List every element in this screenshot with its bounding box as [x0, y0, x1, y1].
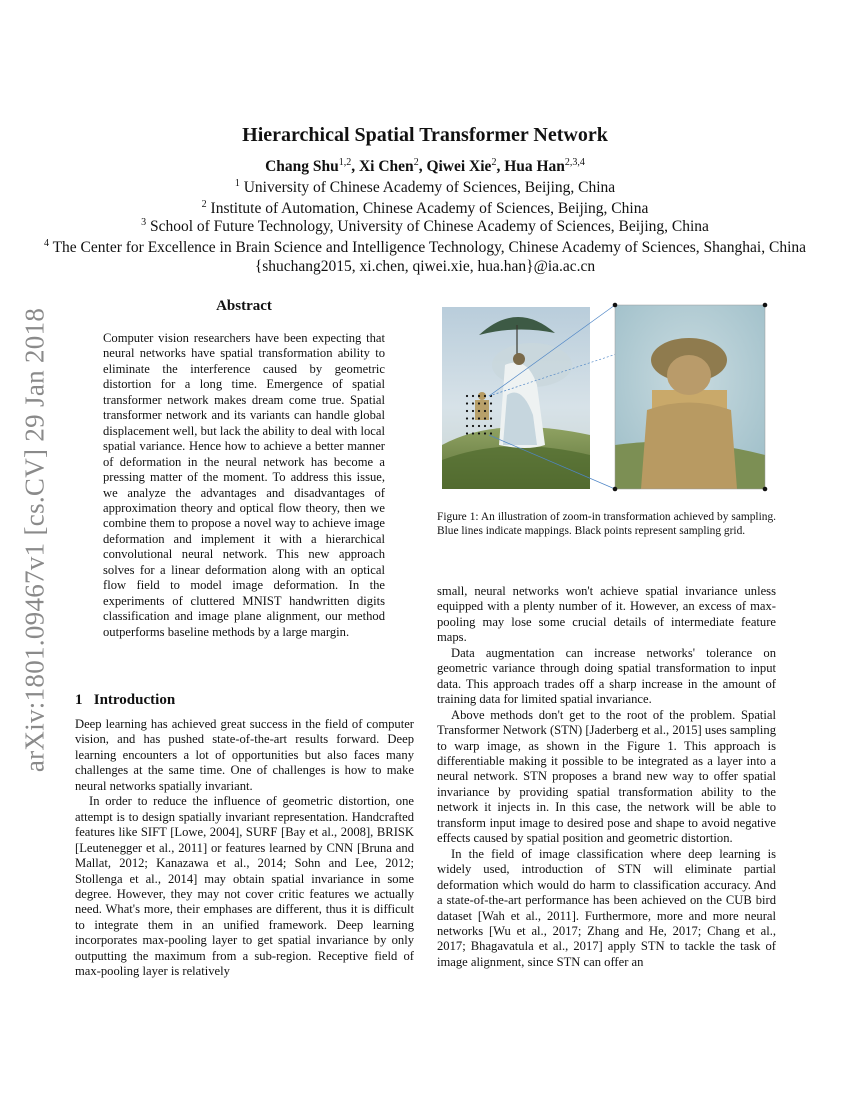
- grid-point: [490, 402, 492, 404]
- grid-point: [490, 425, 492, 427]
- author-affil-marker: 2: [413, 157, 419, 168]
- email-line: {shuchang2015, xi.chen, qiwei.xie, hua.han}@ia.ac.cn: [254, 258, 596, 275]
- paragraph: Above methods don't get to the root of the problem. Spatial Transformer Network (STN) [Jaderberg et al., 2015] uses sampling to warp image, as shown in the Figure 1. This approach is differentiable making it possible to be integrated as a layer into a neural network. STN proposes a brand new way to offer spatial invariance by providing spatial transformation ability to the network it injects in. In this case, the network will be able to transform input image to desired pose and shape to avoid negative effects caused by spatial position and geometric distortion.: [437, 707, 776, 846]
- grid-point: [484, 432, 486, 434]
- painting-image: [442, 307, 590, 489]
- author-name: Qiwei Xie: [426, 158, 492, 176]
- abstract-text: Computer vision researchers have been expecting that neural networks have spatial transformation ability to eliminate the interference caused by geometric distortion for a long time. Emergence of spatial transformer network makes dream come true. Spatial transformer network and its variants can handle global displacement well, but lack the ability to deal with local spatial variance. Hence how to achieve a better manner of deformation in the neural network has become a pressing matter of the moment. To address this issue, we analyze the advantages and disadvantages of approximation theory and optical flow theory, then we combine them to propose a novel way to achieve image deformation and implement it with a hierarchical convolutional neural network. This new approach solves for a linear deformation along with an optical flow field to model image deformation. In the experiments of cluttered MNIST handwritten digits classification and image plane alignment, our method outperforms baseline methods by a large margin.: [103, 331, 385, 639]
- grid-point: [484, 410, 486, 412]
- grid-point: [484, 395, 486, 397]
- section-heading: 1 Introduction: [75, 692, 176, 708]
- grid-point: [478, 402, 480, 404]
- grid-point: [472, 432, 474, 434]
- affiliation-text: Institute of Automation, Chinese Academy of Sciences, Beijing, China: [210, 200, 649, 218]
- grid-point: [466, 395, 468, 397]
- grid-point: [478, 417, 480, 419]
- grid-point: [484, 402, 486, 404]
- arxiv-id: arXiv:1801.09467v1 [cs.CV] 29 Jan 2018: [19, 307, 50, 773]
- grid-point: [466, 432, 468, 434]
- zoomed-image: [615, 305, 765, 489]
- author-name: Hua Han: [504, 158, 565, 176]
- grid-point: [478, 425, 480, 427]
- left-column-body: [75, 717, 414, 980]
- affiliation-text: University of Chinese Academy of Sciences, Beijing, China: [243, 179, 616, 197]
- grid-point: [484, 417, 486, 419]
- affiliation-text: School of Future Technology, University of Chinese Academy of Sciences, Beijing, China: [149, 218, 709, 236]
- grid-point: [490, 417, 492, 419]
- affiliation-line: [0, 238, 850, 257]
- grid-point: [472, 402, 474, 404]
- paragraph: Data augmentation can increase networks' tolerance on geometric variance through doing spatial transformation to input data. This approach trades off a sharp increase in the amount of training data for limited spatial invariance.: [437, 645, 776, 707]
- affiliation-line: [0, 217, 850, 236]
- grid-point: [478, 395, 480, 397]
- grid-point: [466, 417, 468, 419]
- grid-point: [472, 410, 474, 412]
- affil-marker: 2: [201, 199, 207, 210]
- affil-marker: 4: [43, 238, 49, 249]
- author-name: Chang Shu: [265, 158, 339, 176]
- abstract-body: [103, 331, 385, 640]
- right-column-body: [437, 584, 776, 970]
- author-affil-marker: 2,3,4: [564, 157, 585, 168]
- paper-title: Hierarchical Spatial Transformer Network: [242, 124, 608, 146]
- author-affil-marker: 2: [491, 157, 497, 168]
- affil-marker: 1: [234, 178, 240, 189]
- grid-point: [466, 410, 468, 412]
- grid-point: [490, 410, 492, 412]
- affiliation-line: [0, 199, 850, 218]
- figure-caption: Figure 1: An illustration of zoom-in transformation achieved by sampling. Blue lines indicate mappings. Black points represent sampling grid.: [437, 511, 776, 537]
- author-name: Xi Chen: [358, 158, 414, 176]
- grid-point: [466, 425, 468, 427]
- grid-point: [478, 410, 480, 412]
- grid-point: [490, 432, 492, 434]
- affiliation-line: [0, 178, 850, 197]
- abstract-heading: Abstract: [216, 298, 272, 314]
- affil-marker: 3: [141, 217, 147, 228]
- paragraph: In order to reduce the influence of geometric distortion, one attempt is to design spatially invariant representation. Handcrafted features like SIFT [Lowe, 2004], SURF [Bay et al., 2008], BRISK [Leutenegger et al., 2011] or features learned by CNN [Bruna and Mallat, 2012; Kanazawa et al., 2014; Sohn and Lee, 2012; Stollenga et al., 2014] may obtain spatial invariance in some degree. However, they may not cover critic features we actually need. What's more, their emphases are different, thus it is difficult to integrate them in an unified framework. Deep learning incorporates max-pooling layer to get spatial invariance by only outputting the maximum from a sub-region. Receptive field of max-pooling layer is relatively: [75, 794, 414, 979]
- figure-1-illustration: [437, 295, 777, 495]
- paragraph: small, neural networks won't achieve spatial invariance unless equipped with a plenty number of it. However, an excess of max-pooling may lose some crucial details of intermediate feature maps.: [437, 584, 776, 645]
- grid-point: [484, 425, 486, 427]
- author-list: Chang Shu$^{1,2}$, Xi Chen$^2$, Qiwei Xie$^2$, Hua Han$^{2,3,4}$: [265, 157, 585, 176]
- grid-point: [472, 425, 474, 427]
- author-affil-marker: 1,2: [338, 157, 352, 168]
- affiliation-text: The Center for Excellence in Brain Science and Intelligence Technology, Chinese Academy of Sciences, Shanghai, China: [52, 239, 807, 257]
- grid-point: [466, 402, 468, 404]
- grid-point: [472, 417, 474, 419]
- paragraph: Deep learning has achieved great success in the field of computer vision, and has pushed state-of-the-art results forward. Deep learning encounters a lot of opportunities but also faces many challenges at the same time. One of challenges is how to make neural networks spatially invariant.: [75, 717, 414, 793]
- grid-point: [472, 395, 474, 397]
- paragraph: In the field of image classification where deep learning is widely used, introduction of STN will eliminate partial deformation which would do harm to classification accuracy. And a state-of-the-art performance has been achieved on the CUB bird dataset [Wah et al., 2011]. Furthermore, more and more neural networks [Wu et al., 2017; Zhang and He, 2017; Chang et al., 2017; Bhagavatula et al., 2017] apply STN to tackle the task of image alignment, since STN can offer an: [437, 846, 776, 969]
- grid-point: [478, 432, 480, 434]
